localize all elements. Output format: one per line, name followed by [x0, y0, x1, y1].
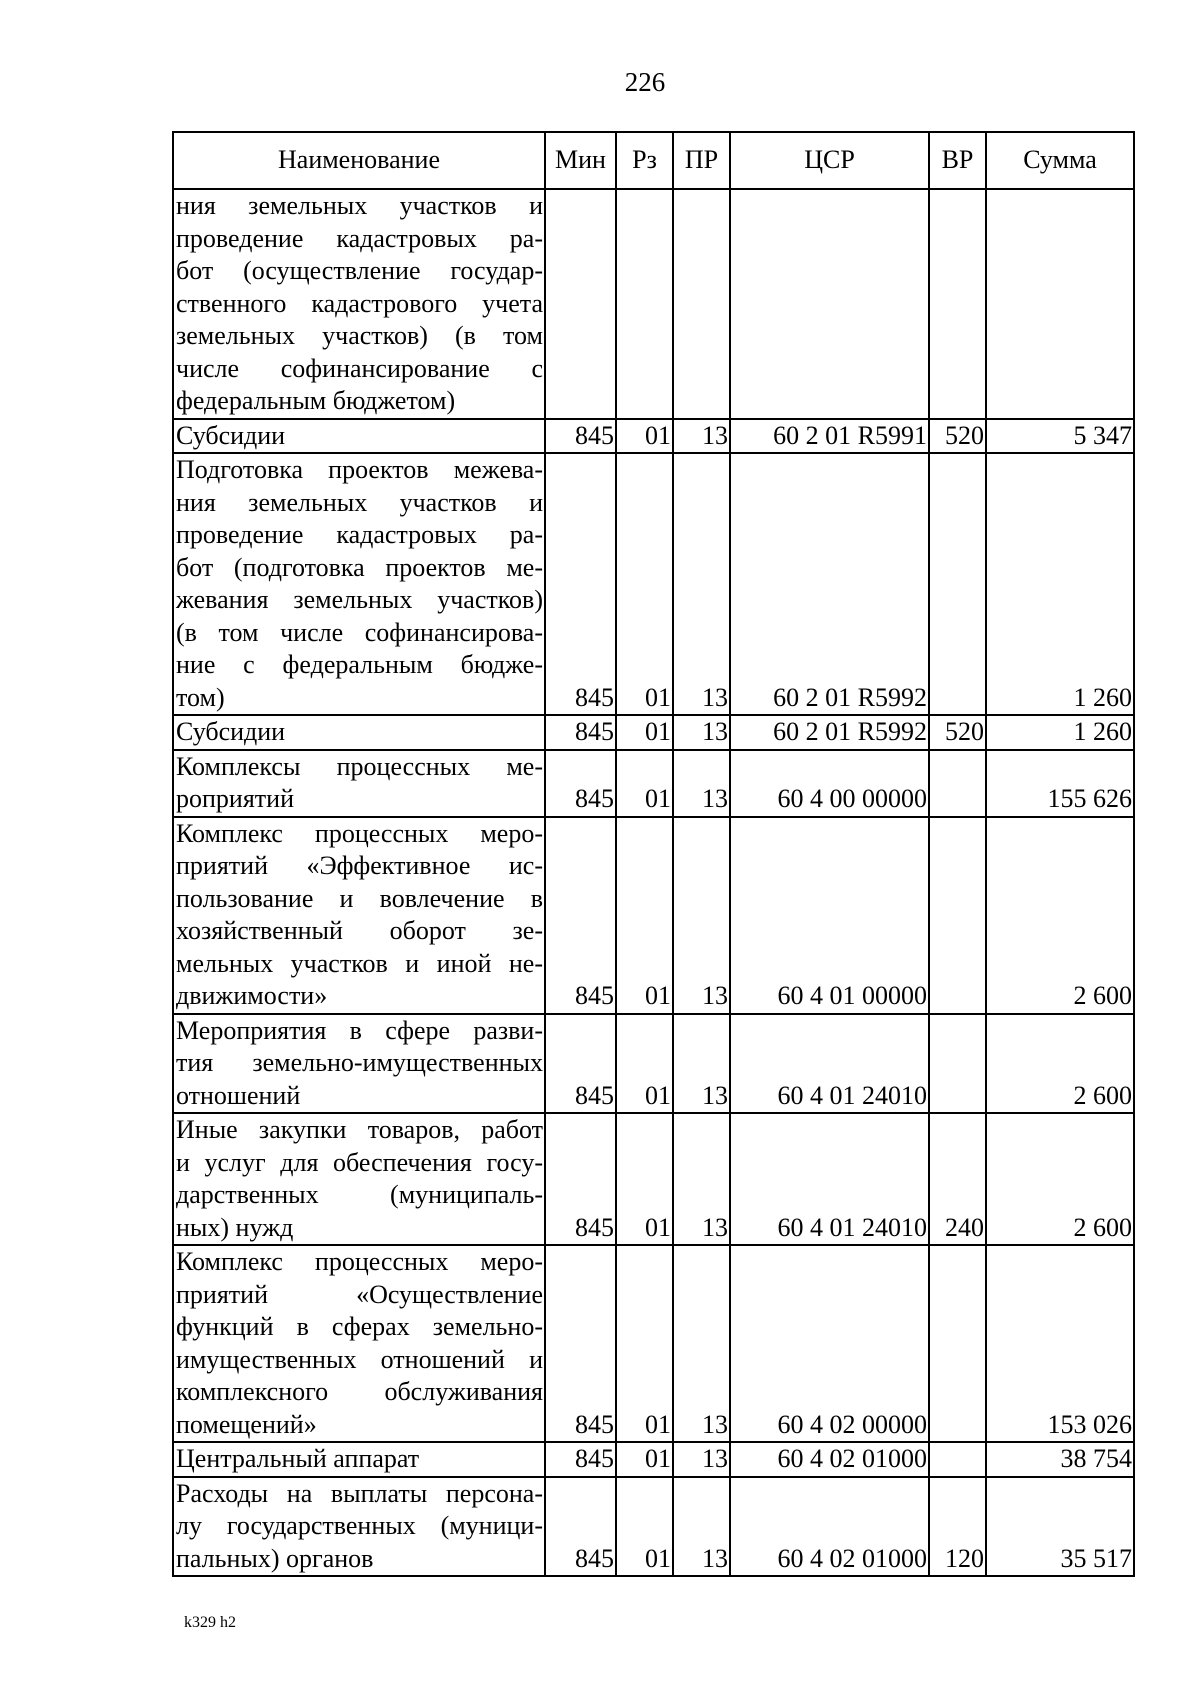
table-row — [173, 419, 1134, 454]
cell-name-line: ние с федеральным бюдже- — [176, 650, 543, 679]
cell-name-line: приятий «Осуществление — [176, 1279, 543, 1309]
cell-name — [173, 1477, 545, 1577]
cell-sum: 2 600 — [986, 1113, 1134, 1245]
table-row — [173, 1442, 1134, 1477]
cell-name-line: Мероприятия в сфере разви- — [176, 1015, 543, 1045]
cell-name-line: тия земельно-имущественных — [176, 1048, 543, 1077]
cell-vr: 120 — [929, 1477, 986, 1577]
cell-pr: 13 — [673, 1014, 730, 1114]
cell-csr: 60 4 02 00000 — [730, 1245, 929, 1442]
cell-pr: 13 — [673, 817, 730, 1014]
cell-sum: 35 517 — [986, 1477, 1134, 1577]
document-code: k329 h2 — [184, 1614, 236, 1631]
header-csr: ЦСР — [730, 132, 929, 189]
table-row — [173, 1113, 1134, 1245]
cell-csr — [730, 189, 929, 419]
cell-name-line: Иные закупки товаров, работ — [176, 1115, 543, 1144]
cell-name — [173, 1014, 545, 1114]
table-row — [173, 750, 1134, 817]
cell-csr: 60 4 01 24010 — [730, 1014, 929, 1114]
cell-name-line: том) — [176, 682, 225, 712]
cell-name-line: отношений — [176, 1080, 301, 1110]
cell-name-line: Подготовка проектов межева- — [176, 455, 543, 484]
cell-rz: 01 — [616, 817, 673, 1014]
cell-pr — [673, 189, 730, 419]
cell-name-line: имущественных отношений и — [176, 1344, 543, 1374]
cell-csr: 60 4 00 00000 — [730, 750, 929, 817]
cell-name-line: федеральным бюджетом) — [176, 386, 456, 415]
cell-name-line: и услуг для обеспечения госу- — [176, 1147, 543, 1177]
cell-min: 845 — [545, 715, 616, 750]
cell-min: 845 — [545, 1113, 616, 1245]
cell-name — [173, 453, 545, 715]
header-vr: ВР — [929, 132, 986, 189]
cell-rz — [616, 189, 673, 419]
cell-sum: 2 600 — [986, 1014, 1134, 1114]
cell-sum: 5 347 — [986, 419, 1134, 454]
budget-table — [172, 131, 1135, 1577]
cell-name-line: проведение кадастровых ра- — [176, 520, 543, 549]
table-header-row — [173, 132, 1134, 189]
cell-name — [173, 1442, 545, 1477]
cell-name-line: движимости» — [176, 981, 328, 1010]
cell-name-line: пальных) органов — [176, 1543, 374, 1573]
cell-name-line: бот (осуществление государ- — [176, 256, 543, 285]
cell-sum: 153 026 — [986, 1245, 1134, 1442]
cell-name-line: (в том числе софинансирова- — [176, 617, 543, 647]
page-number: 226 — [624, 67, 666, 97]
table-row — [173, 1245, 1134, 1442]
cell-name-line: жевания земельных участков) — [176, 585, 543, 614]
cell-vr — [929, 453, 986, 715]
cell-min: 845 — [545, 419, 616, 454]
header-sum: Сумма — [986, 132, 1134, 189]
cell-vr: 520 — [929, 419, 986, 454]
cell-sum — [986, 189, 1134, 419]
cell-name-line: помещений» — [176, 1409, 317, 1439]
cell-pr: 13 — [673, 1245, 730, 1442]
cell-name-line: дарственных (муниципаль- — [176, 1180, 543, 1209]
cell-name — [173, 1113, 545, 1245]
cell-name-line: приятий «Эффективное ис- — [176, 851, 543, 880]
cell-min: 845 — [545, 1014, 616, 1114]
cell-pr: 13 — [673, 419, 730, 454]
cell-min: 845 — [545, 1245, 616, 1442]
cell-name — [173, 419, 545, 454]
cell-name — [173, 715, 545, 750]
cell-vr: 240 — [929, 1113, 986, 1245]
cell-name-line: хозяйственный оборот зе- — [176, 916, 543, 945]
cell-name — [173, 1245, 545, 1442]
cell-csr: 60 4 02 01000 — [730, 1442, 929, 1477]
cell-name — [173, 817, 545, 1014]
cell-name-line: пользование и вовлечение в — [176, 883, 543, 913]
table-row — [173, 817, 1134, 1014]
cell-pr: 13 — [673, 750, 730, 817]
cell-name-line: ния земельных участков и — [176, 191, 543, 220]
cell-csr: 60 4 01 00000 — [730, 817, 929, 1014]
cell-name-line: функций в сферах земельно- — [176, 1312, 543, 1341]
cell-name — [173, 189, 545, 419]
table-row — [173, 715, 1134, 750]
cell-pr: 13 — [673, 1477, 730, 1577]
cell-csr: 60 4 01 24010 — [730, 1113, 929, 1245]
cell-rz: 01 — [616, 1477, 673, 1577]
cell-name — [173, 750, 545, 817]
cell-name-line: ния земельных участков и — [176, 487, 543, 517]
cell-pr: 13 — [673, 1442, 730, 1477]
cell-name-line: Расходы на выплаты персона- — [176, 1478, 543, 1508]
cell-min — [545, 189, 616, 419]
cell-name-line: ных) нужд — [176, 1212, 294, 1242]
cell-rz: 01 — [616, 750, 673, 817]
cell-name-line: Комплекс процессных меро- — [176, 818, 543, 848]
cell-pr: 13 — [673, 453, 730, 715]
cell-rz: 01 — [616, 1014, 673, 1114]
cell-min: 845 — [545, 1477, 616, 1577]
cell-rz: 01 — [616, 715, 673, 750]
cell-rz: 01 — [616, 419, 673, 454]
cell-sum: 1 260 — [986, 453, 1134, 715]
cell-name-line: комплексного обслуживания — [176, 1377, 543, 1406]
table-row — [173, 1477, 1134, 1577]
cell-name-line: ственного кадастрового учета — [176, 288, 543, 318]
cell-sum: 155 626 — [986, 750, 1134, 817]
cell-min: 845 — [545, 453, 616, 715]
cell-name-line: Комплекс процессных меро- — [176, 1247, 543, 1276]
cell-name-line: бот (подготовка проектов ме- — [176, 552, 543, 582]
cell-name-line: числе софинансирование с — [176, 353, 543, 383]
table-row — [173, 1014, 1134, 1114]
table-body — [173, 189, 1134, 1576]
cell-rz: 01 — [616, 1442, 673, 1477]
cell-csr: 60 2 01 R5991 — [730, 419, 929, 454]
cell-name-line: земельных участков) (в том — [176, 321, 543, 350]
table-row — [173, 189, 1134, 419]
cell-vr: 520 — [929, 715, 986, 750]
table-row — [173, 453, 1134, 715]
cell-sum: 1 260 — [986, 715, 1134, 750]
cell-csr: 60 4 02 01000 — [730, 1477, 929, 1577]
cell-csr: 60 2 01 R5992 — [730, 453, 929, 715]
cell-rz: 01 — [616, 453, 673, 715]
header-min: Мин — [545, 132, 616, 189]
cell-rz: 01 — [616, 1113, 673, 1245]
cell-vr — [929, 1442, 986, 1477]
header-name: Наименование — [173, 132, 545, 189]
cell-pr: 13 — [673, 1113, 730, 1245]
cell-name-line: Комплексы процессных ме- — [176, 751, 543, 781]
cell-min: 845 — [545, 750, 616, 817]
cell-min: 845 — [545, 817, 616, 1014]
cell-name-line: лу государственных (муници- — [176, 1511, 543, 1540]
cell-sum: 2 600 — [986, 817, 1134, 1014]
cell-vr — [929, 1014, 986, 1114]
cell-name-line: роприятий — [176, 784, 294, 813]
header-rz: Рз — [616, 132, 673, 189]
cell-vr — [929, 817, 986, 1014]
cell-csr: 60 2 01 R5992 — [730, 715, 929, 750]
cell-vr — [929, 189, 986, 419]
cell-name-line: Центральный аппарат — [176, 1444, 420, 1473]
cell-vr — [929, 750, 986, 817]
cell-pr: 13 — [673, 715, 730, 750]
cell-sum: 38 754 — [986, 1442, 1134, 1477]
cell-min: 845 — [545, 1442, 616, 1477]
header-pr: ПР — [673, 132, 730, 189]
cell-name-line: мельных участков и иной не- — [176, 948, 543, 978]
cell-rz: 01 — [616, 1245, 673, 1442]
cell-name-line: Субсидии — [176, 420, 286, 450]
cell-vr — [929, 1245, 986, 1442]
cell-name-line: проведение кадастровых ра- — [176, 223, 543, 253]
cell-name-line: Субсидии — [176, 717, 286, 746]
